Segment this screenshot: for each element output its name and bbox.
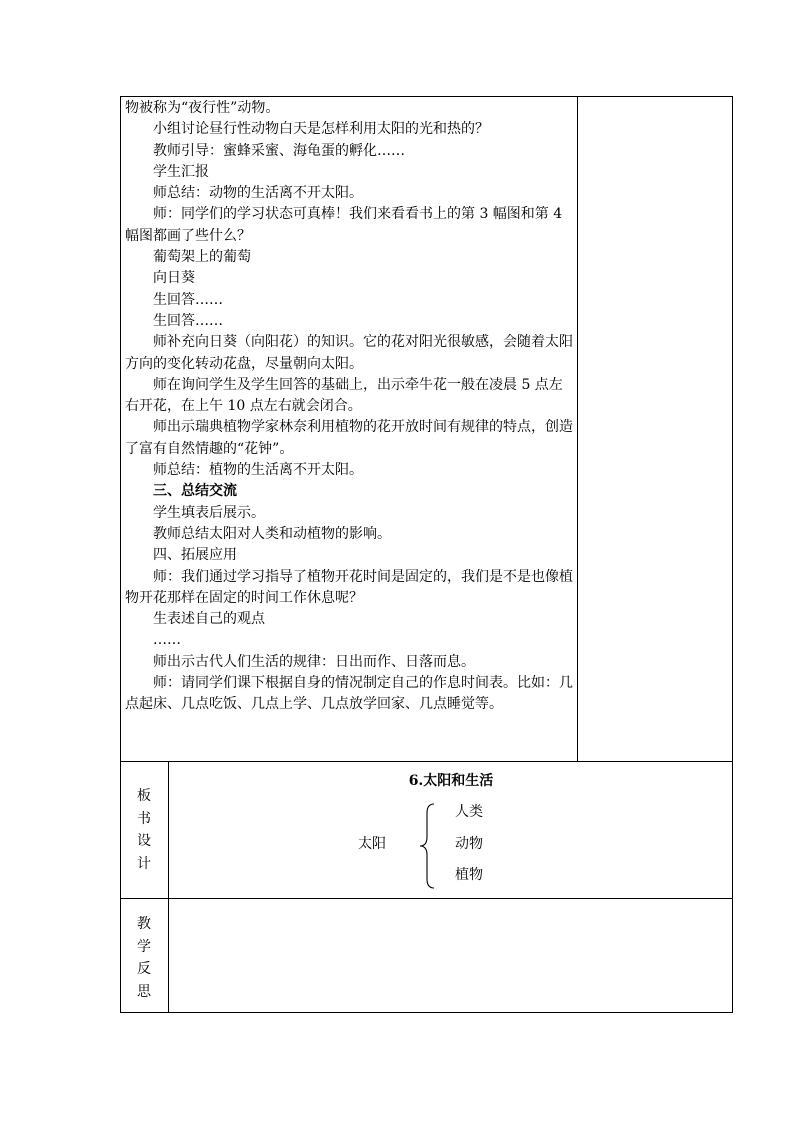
board-item-plants: 植物 [455,867,483,883]
content-side-divider [577,96,578,762]
lesson-paragraph: 生回答…… [153,312,223,329]
board-title: 6.太阳和生活 [408,773,494,789]
curly-brace-icon [418,803,438,889]
lesson-paragraph: 教师引导：蜜蜂采蜜、海龟蛋的孵化…… [153,142,405,159]
lesson-paragraph: 师总结：动物的生活离不开太阳。 [153,185,363,202]
reflection-label [120,913,168,1003]
board-item-animals: 动物 [455,836,483,852]
table-bottom-border [120,1012,733,1013]
lesson-paragraph: …… [153,632,181,649]
board-label-char: 设 [137,833,151,849]
board-label-char: 书 [137,810,151,827]
lesson-paragraph: 教师总结太阳对人类和动植物的影响。 [153,525,391,542]
lesson-paragraph: 师总结：植物的生活离不开太阳。 [153,462,363,479]
row-divider-reflection [120,898,733,899]
lesson-paragraph: 师出示古代人们生活的规律：日出而作、日落而息。 [153,653,475,670]
reflection-label-char: 反 [137,961,151,977]
board-center-topic: 太阳 [358,836,386,852]
lesson-paragraph: 学生填表后展示。 [153,504,265,521]
lesson-paragraph: 物被称为“夜行性”动物。 [125,100,280,116]
board-label-char: 板 [137,788,151,804]
board-design-label [120,785,168,875]
lesson-paragraph: 四、拓展应用 [153,547,237,564]
table-right-border [732,96,733,1013]
table-left-border [120,96,121,1013]
lesson-paragraph: 小组讨论昼行性动物白天是怎样利用太阳的光和热的？ [153,121,489,138]
section-heading: 三、总结交流 [153,483,237,500]
lesson-paragraph: 师补充向日葵（向阳花）的知识。它的花对阳光很敏感，会随着太阳方向的变化转动花盘，尽量朝向太阳。 [125,334,573,372]
lesson-paragraph: 葡萄架上的葡萄 [153,249,251,266]
lesson-paragraph: 学生汇报 [153,163,209,180]
reflection-label-char: 学 [137,938,151,955]
lesson-paragraph: 生回答…… [153,291,223,308]
board-label-char: 计 [137,855,151,872]
lesson-paragraph: 师：请同学们课下根据自身的情况制定自己的作息时间表。比如：几点起床、几点吃饭、几点上学、几点放学回家、几点睡觉等。 [125,675,573,713]
reflection-label-char: 思 [137,983,151,1000]
table-top-border [120,96,733,97]
lesson-paragraph: 师：同学们的学习状态可真棒！我们来看看书上的第 3 幅图和第 4 幅图都画了些什么？ [125,206,563,244]
board-item-humans: 人类 [455,804,483,820]
reflection-label-char: 教 [137,916,151,932]
row-divider-board [120,761,733,762]
lesson-paragraph: 师：我们通过学习指导了植物开花时间是固定的，我们是不是也像植物开花那样在固定的时间工作休息呢？ [125,568,573,606]
lesson-paragraph: 生表述自己的观点 [153,611,265,628]
lesson-paragraph: 师出示瑞典植物学家林奈利用植物的花开放时间有规律的特点，创造了富有自然情趣的“花钟”。 [125,419,573,457]
label-column-divider [168,761,169,1013]
lesson-paragraph: 师在询问学生及学生回答的基础上，出示牵牛花一般在凌晨 5 点左右开花，在上午 10 点左右就会闭合。 [125,376,563,415]
lesson-content [125,98,575,716]
lesson-paragraph: 向日葵 [153,270,195,287]
